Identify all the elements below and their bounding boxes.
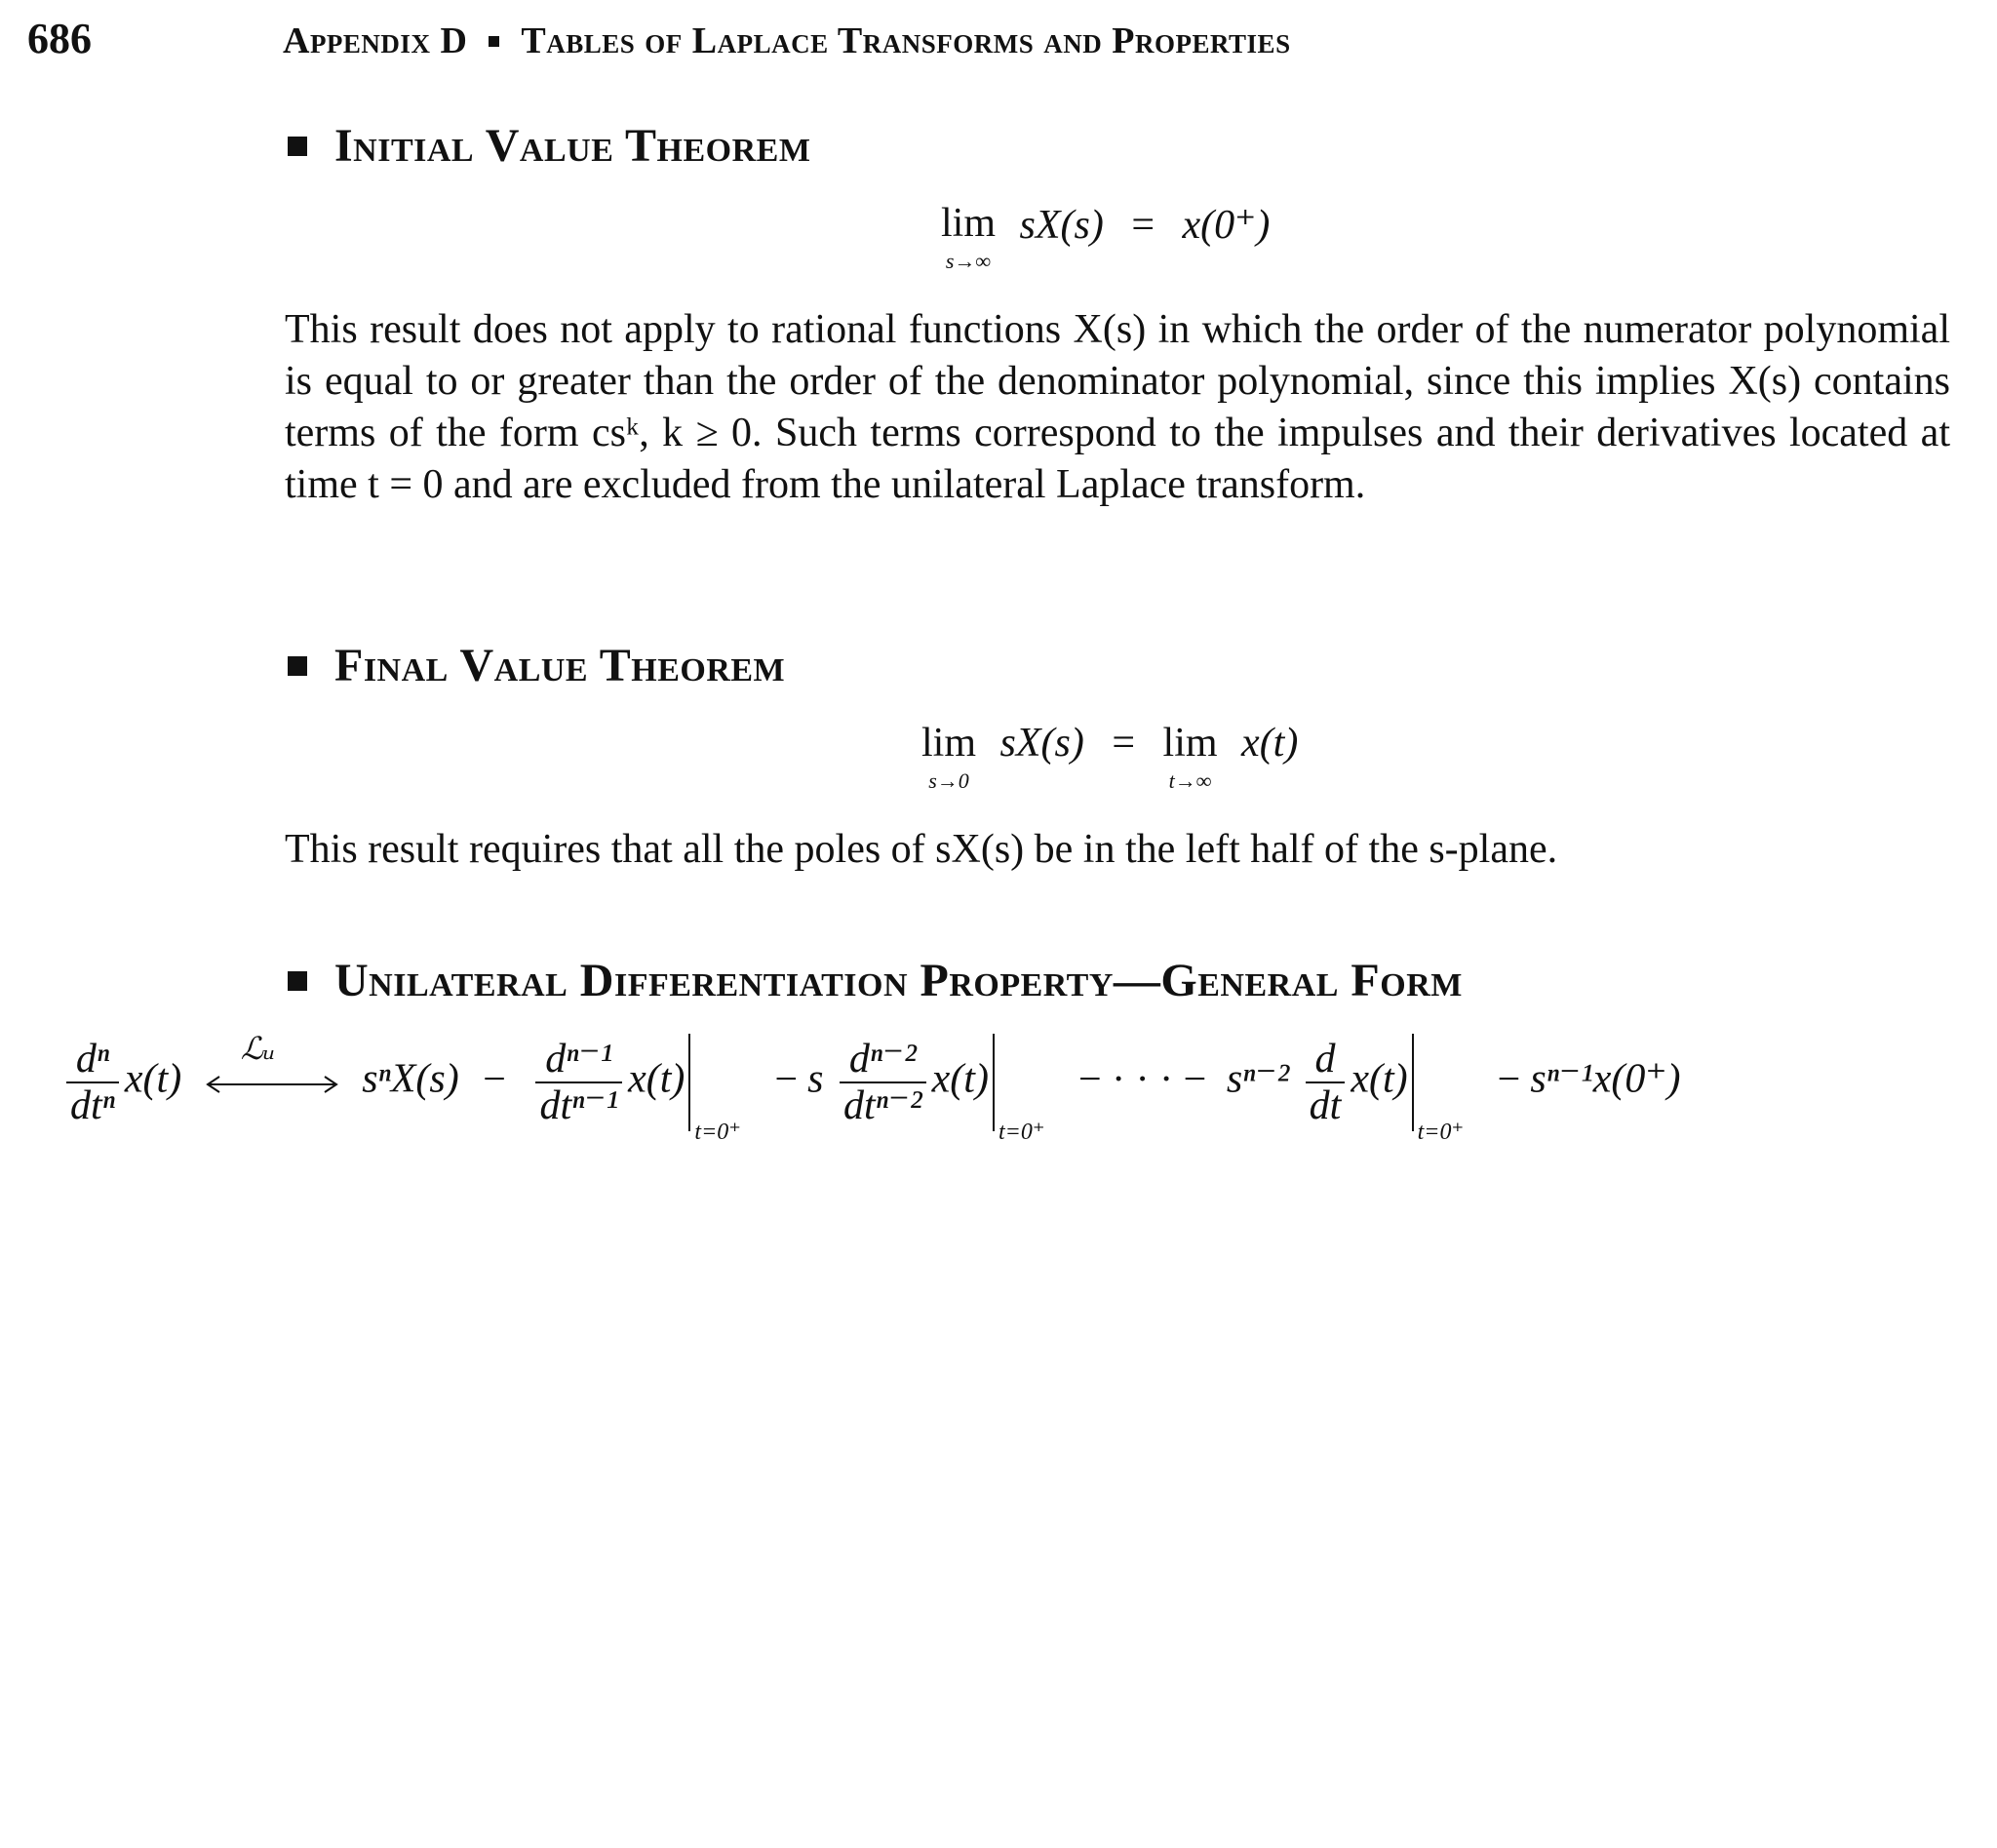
- evaluation-bar: [993, 1034, 995, 1131]
- limit: lim s→0: [921, 721, 977, 793]
- limit: lim t→∞: [1162, 721, 1218, 793]
- section-bullet: [288, 971, 307, 991]
- equation-rhs: x(t): [1241, 721, 1299, 766]
- running-head-appendix: Appendix D: [283, 20, 468, 61]
- term-3-function: x(t): [931, 1056, 989, 1102]
- minus: −: [774, 1056, 799, 1102]
- running-head-title: Tables of Laplace Transforms and Properties: [521, 20, 1291, 61]
- lhs-function: x(t): [124, 1056, 182, 1102]
- term-3-derivative: $\frac{\text{dⁿ⁻²}}{\text{dtⁿ⁻²}}$: [840, 1037, 926, 1128]
- lhs-derivative: $\frac{\text{dⁿ}}{\text{dtⁿ}}$: [66, 1037, 119, 1128]
- section-heading-text: Initial Value Theorem: [334, 120, 811, 172]
- initial-value-paragraph: This result does not apply to rational functions X(s) in which the order of the numerator polynomial is equal to or greater than the order of the denominator polynomial, since this implies X(s) contains terms of the form csᵏ, k ≥ 0. Such terms correspond to the impulses and their derivatives located at time t = 0 and are excluded from the unilateral Laplace transform.: [285, 307, 1950, 507]
- term-4-coefficient: sⁿ⁻²: [1226, 1056, 1290, 1102]
- evaluation-point: t=0⁺: [998, 1119, 1045, 1145]
- evaluation-bar: [1412, 1034, 1414, 1131]
- section-heading-text: Unilateral Differentiation Property—General Form: [334, 955, 1463, 1006]
- page-number: 686: [27, 15, 92, 62]
- minus: −: [1497, 1056, 1521, 1102]
- final-value-equation: [921, 720, 1298, 792]
- section-heading-text: Final Value Theorem: [334, 640, 786, 691]
- equation-lhs: sX(s): [1019, 203, 1104, 248]
- equation-rhs: x(0⁺): [1182, 203, 1271, 248]
- equation-equals: =: [1112, 721, 1136, 766]
- initial-value-equation: [941, 200, 1270, 272]
- equation-equals: =: [1131, 203, 1155, 248]
- final-value-paragraph: This result requires that all the poles of sX(s) be in the left half of the s-plane.: [285, 827, 1558, 872]
- last-term: sⁿ⁻¹x(0⁺): [1530, 1056, 1681, 1102]
- section-bullet: [288, 656, 307, 676]
- term-1: sⁿX(s): [362, 1056, 459, 1102]
- section-heading-differentiation: [288, 954, 1463, 1007]
- laplace-pair-arrow: [204, 1030, 340, 1102]
- running-head: [283, 20, 1291, 62]
- differentiation-equation: [60, 1030, 1681, 1146]
- evaluation-bar: [688, 1034, 690, 1131]
- minus: −: [483, 1056, 506, 1102]
- evaluation-point: t=0⁺: [694, 1119, 741, 1145]
- ellipsis: − · · · −: [1077, 1056, 1207, 1102]
- section-heading-final-value: [288, 639, 785, 692]
- section-bullet: [288, 137, 307, 156]
- term-2-derivative: $\frac{\text{dⁿ⁻¹}}{\text{dtⁿ⁻¹}}$: [535, 1037, 622, 1128]
- term-4-function: x(t): [1351, 1056, 1408, 1102]
- term-2-function: x(t): [628, 1056, 685, 1102]
- term-4-derivative: $\frac{d}{dt}$: [1306, 1037, 1346, 1128]
- equation-lhs: sX(s): [999, 721, 1084, 766]
- running-head-separator: [489, 36, 499, 47]
- limit: lim s→∞: [941, 201, 997, 273]
- arrow-label: ℒᵤ: [240, 1030, 276, 1067]
- s-coefficient: s: [807, 1056, 824, 1102]
- section-heading-initial-value: [288, 119, 810, 173]
- evaluation-point: t=0⁺: [1417, 1119, 1465, 1145]
